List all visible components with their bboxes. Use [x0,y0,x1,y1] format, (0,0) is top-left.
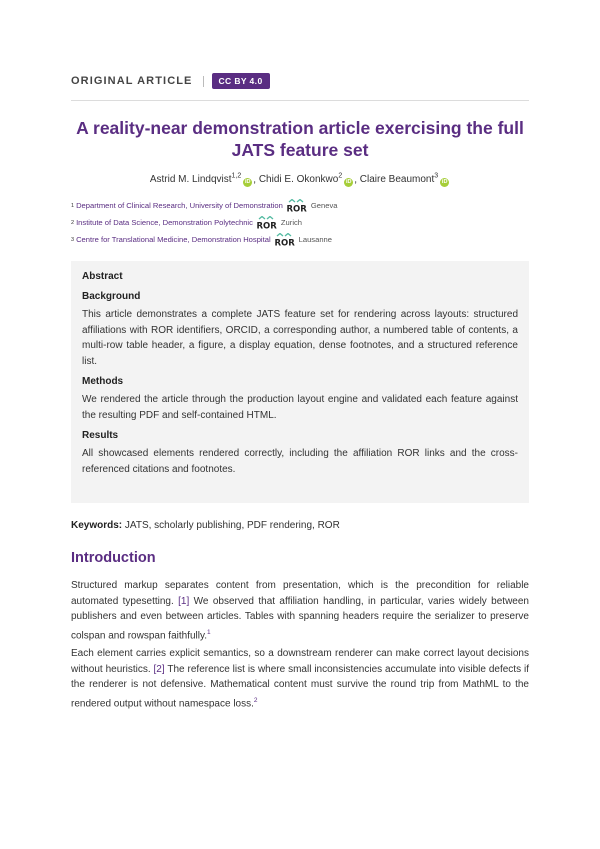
affiliation-number: 2 [71,219,75,226]
abstract-background-heading: Background [82,291,141,302]
footnote-ref[interactable]: 1 [207,628,211,636]
author[interactable]: Claire Beaumont$^3$iD [359,173,448,186]
orcid-icon[interactable]: iD [245,179,251,186]
intro-paragraph-1: Structured markup separates content from presentation, which is the precondition for reliable automated typesetting. [1] We observed that affiliation handling, in particular, varies widely between publishers and even between articles. Tables with spanning headers require the serializer to preserve colspan and rowspan faithfully.$^1$ [71,580,529,641]
orcid-icon[interactable]: iD [345,179,352,186]
ror-icon[interactable] [256,216,278,229]
affiliation-item [71,214,337,231]
citation-link[interactable]: [2] [153,663,165,675]
abstract-heading: Abstract [82,271,123,282]
ror-icon[interactable] [286,199,308,212]
author-list: Astrid M. Lindqvist$^{1,2}$iD , Chidi E. Okonkwo$^2$iD , Claire Beaumont$^3$iD [71,173,529,187]
affiliation-city: Lausanne [298,235,333,244]
affiliation-number: 3 [71,236,75,243]
license-badge[interactable]: CC BY 4.0 [212,73,270,89]
header-separator [203,76,204,87]
author[interactable]: Astrid M. Lindqvist$^{1,2}$iD [149,173,251,186]
abstract-methods-heading: Methods [82,376,124,387]
affiliation-item [71,231,337,248]
affiliation-link[interactable]: Department of Clinical Research, University of Demonstration [76,201,283,210]
ror-icon[interactable] [274,233,296,246]
abstract-box [71,261,529,503]
orcid-icon[interactable]: iD [441,179,448,186]
author-affil-ref[interactable]: 2 [338,173,343,180]
author-affil-ref[interactable]: 3 [434,173,439,180]
keywords-text: JATS, scholarly publishing, PDF rendering, ROR [124,520,340,531]
keywords [71,520,340,531]
abstract-results-heading: Results [82,430,119,441]
author[interactable]: Chidi E. Okonkwo$^2$iD [258,173,352,186]
article-header [71,72,529,90]
citation-link[interactable]: [1] [178,595,190,607]
affiliation-item [71,197,337,214]
header-rule [71,100,529,101]
intro-paragraph-2: Each element carries explicit semantics, so a downstream renderer can make correct layout decisions without heuristics. [2] The reference list is where small inconsistencies accumulate into visible defects if the renderer is not defensive. Mathematical content must survive the round trip from MathML to the rendered output without namespace loss.$^2$ [71,648,529,709]
affiliation-list [71,197,337,248]
svg-text:ROR: ROR [274,238,295,246]
affiliation-city: Geneva [310,201,338,210]
affiliation-link[interactable]: Centre for Translational Medicine, Demonstration Hospital [76,235,271,244]
affiliation-link[interactable]: Institute of Data Science, Demonstration Polytechnic [76,218,253,227]
affiliation-city: Zurich [280,218,303,227]
footnote-ref[interactable]: 2 [253,696,258,704]
abstract-background-text: This article demonstrates a complete JATS feature set for rendering across layouts: structured affiliations with ROR identifiers, ORCID, a corresponding author, a numbered table of contents, a multi-row table header, a figure, a display equation, dense footnotes, and a structured reference list. [82,309,518,367]
abstract-results-text: All showcased elements rendered correctly, including the affiliation ROR links and the cross-referenced citations and footnotes. [82,448,518,475]
section-title-introduction: Introduction [71,550,156,566]
affiliation-number: 1 [71,202,75,209]
svg-text:ROR: ROR [286,204,307,212]
author-affil-ref[interactable]: 1,2 [231,173,242,180]
keywords-label: Keywords: [71,520,123,531]
article-title: A reality-near demonstration article exercising the full JATS feature set [76,118,524,160]
article-type: ORIGINAL ARTICLE [71,75,193,87]
abstract-methods-text: We rendered the article through the production layout engine and validated each feature against the resulting PDF and self-contained HTML. [82,394,518,421]
svg-text:ROR: ROR [256,221,277,229]
